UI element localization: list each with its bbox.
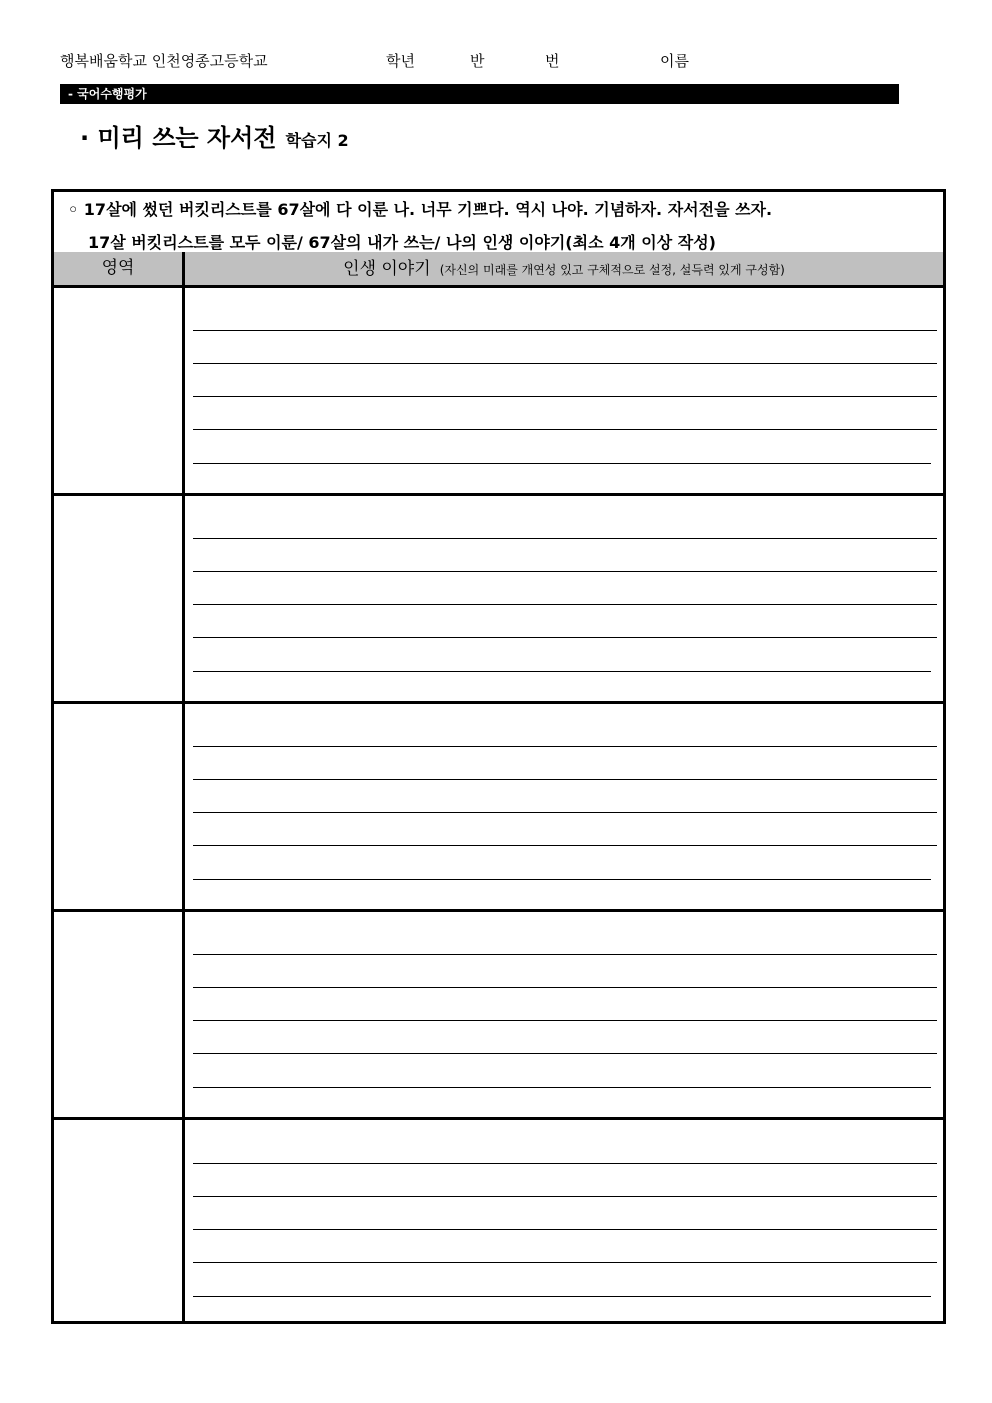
story-writing-area[interactable] <box>185 496 943 701</box>
table-header-row <box>54 252 943 288</box>
worksheet-header <box>60 50 900 74</box>
writing-line <box>193 779 937 780</box>
prompt-line-1: ◦ 17살에 썼던 버킷리스트를 67살에 다 이룬 나. 너무 기쁘다. 역시 나야. 기념하자. 자서전을 쓰자. <box>68 200 773 219</box>
writing-line <box>193 845 937 846</box>
writing-line <box>193 746 937 747</box>
story-writing-area[interactable] <box>185 288 943 493</box>
story-section <box>54 496 943 704</box>
prompt-box <box>54 192 943 255</box>
area-cell[interactable] <box>54 288 185 493</box>
writing-line <box>193 954 937 955</box>
writing-line <box>193 671 931 672</box>
column-header-story <box>185 252 943 285</box>
writing-line <box>193 637 937 638</box>
writing-line <box>193 429 937 430</box>
story-writing-area[interactable] <box>185 912 943 1117</box>
subject-banner <box>60 84 899 104</box>
writing-line <box>193 604 937 605</box>
story-section <box>54 288 943 496</box>
column-header-story-title: 인생 이야기 <box>343 259 431 279</box>
writing-line <box>193 1196 937 1197</box>
story-section <box>54 704 943 912</box>
writing-line <box>193 1163 937 1164</box>
writing-line <box>193 812 937 813</box>
story-section <box>54 912 943 1120</box>
story-writing-area[interactable] <box>185 1118 943 1323</box>
writing-line <box>193 463 931 464</box>
writing-line <box>193 1262 937 1263</box>
writing-line <box>193 879 931 880</box>
story-writing-area[interactable] <box>185 704 943 909</box>
writing-line <box>193 396 937 397</box>
writing-line <box>193 1087 931 1088</box>
worksheet-title <box>80 118 349 153</box>
writing-line <box>193 1296 931 1297</box>
student-number-label: 번 <box>545 52 560 70</box>
title-main: · 미리 쓰는 자서전 <box>80 124 277 152</box>
autobiography-table <box>51 189 946 1324</box>
class-label: 반 <box>470 52 485 70</box>
story-section <box>54 1118 943 1323</box>
writing-line <box>193 363 937 364</box>
writing-line <box>193 538 937 539</box>
writing-line <box>193 1020 937 1021</box>
school-name: 행복배움학교 인천영종고등학교 <box>60 52 268 70</box>
column-header-story-note: (자신의 미래를 개연성 있고 구체적으로 설정, 설득력 있게 구성함) <box>439 263 785 277</box>
writing-line <box>193 330 937 331</box>
area-cell[interactable] <box>54 912 185 1117</box>
area-cell[interactable] <box>54 704 185 909</box>
subject-banner-label: - 국어수행평가 <box>68 87 147 101</box>
column-header-area: 영역 <box>54 252 185 285</box>
area-cell[interactable] <box>54 496 185 701</box>
writing-line <box>193 1053 937 1054</box>
writing-line <box>193 571 937 572</box>
writing-line <box>193 1229 937 1230</box>
student-name-label: 이름 <box>660 52 689 70</box>
grade-label: 학년 <box>386 52 415 70</box>
area-cell[interactable] <box>54 1118 185 1323</box>
prompt-line-2: 17살 버킷리스트를 모두 이룬/ 67살의 내가 쓰는/ 나의 인생 이야기(최소 4개 이상 작성) <box>88 233 716 252</box>
title-sub: 학습지 2 <box>285 131 349 150</box>
writing-line <box>193 987 937 988</box>
